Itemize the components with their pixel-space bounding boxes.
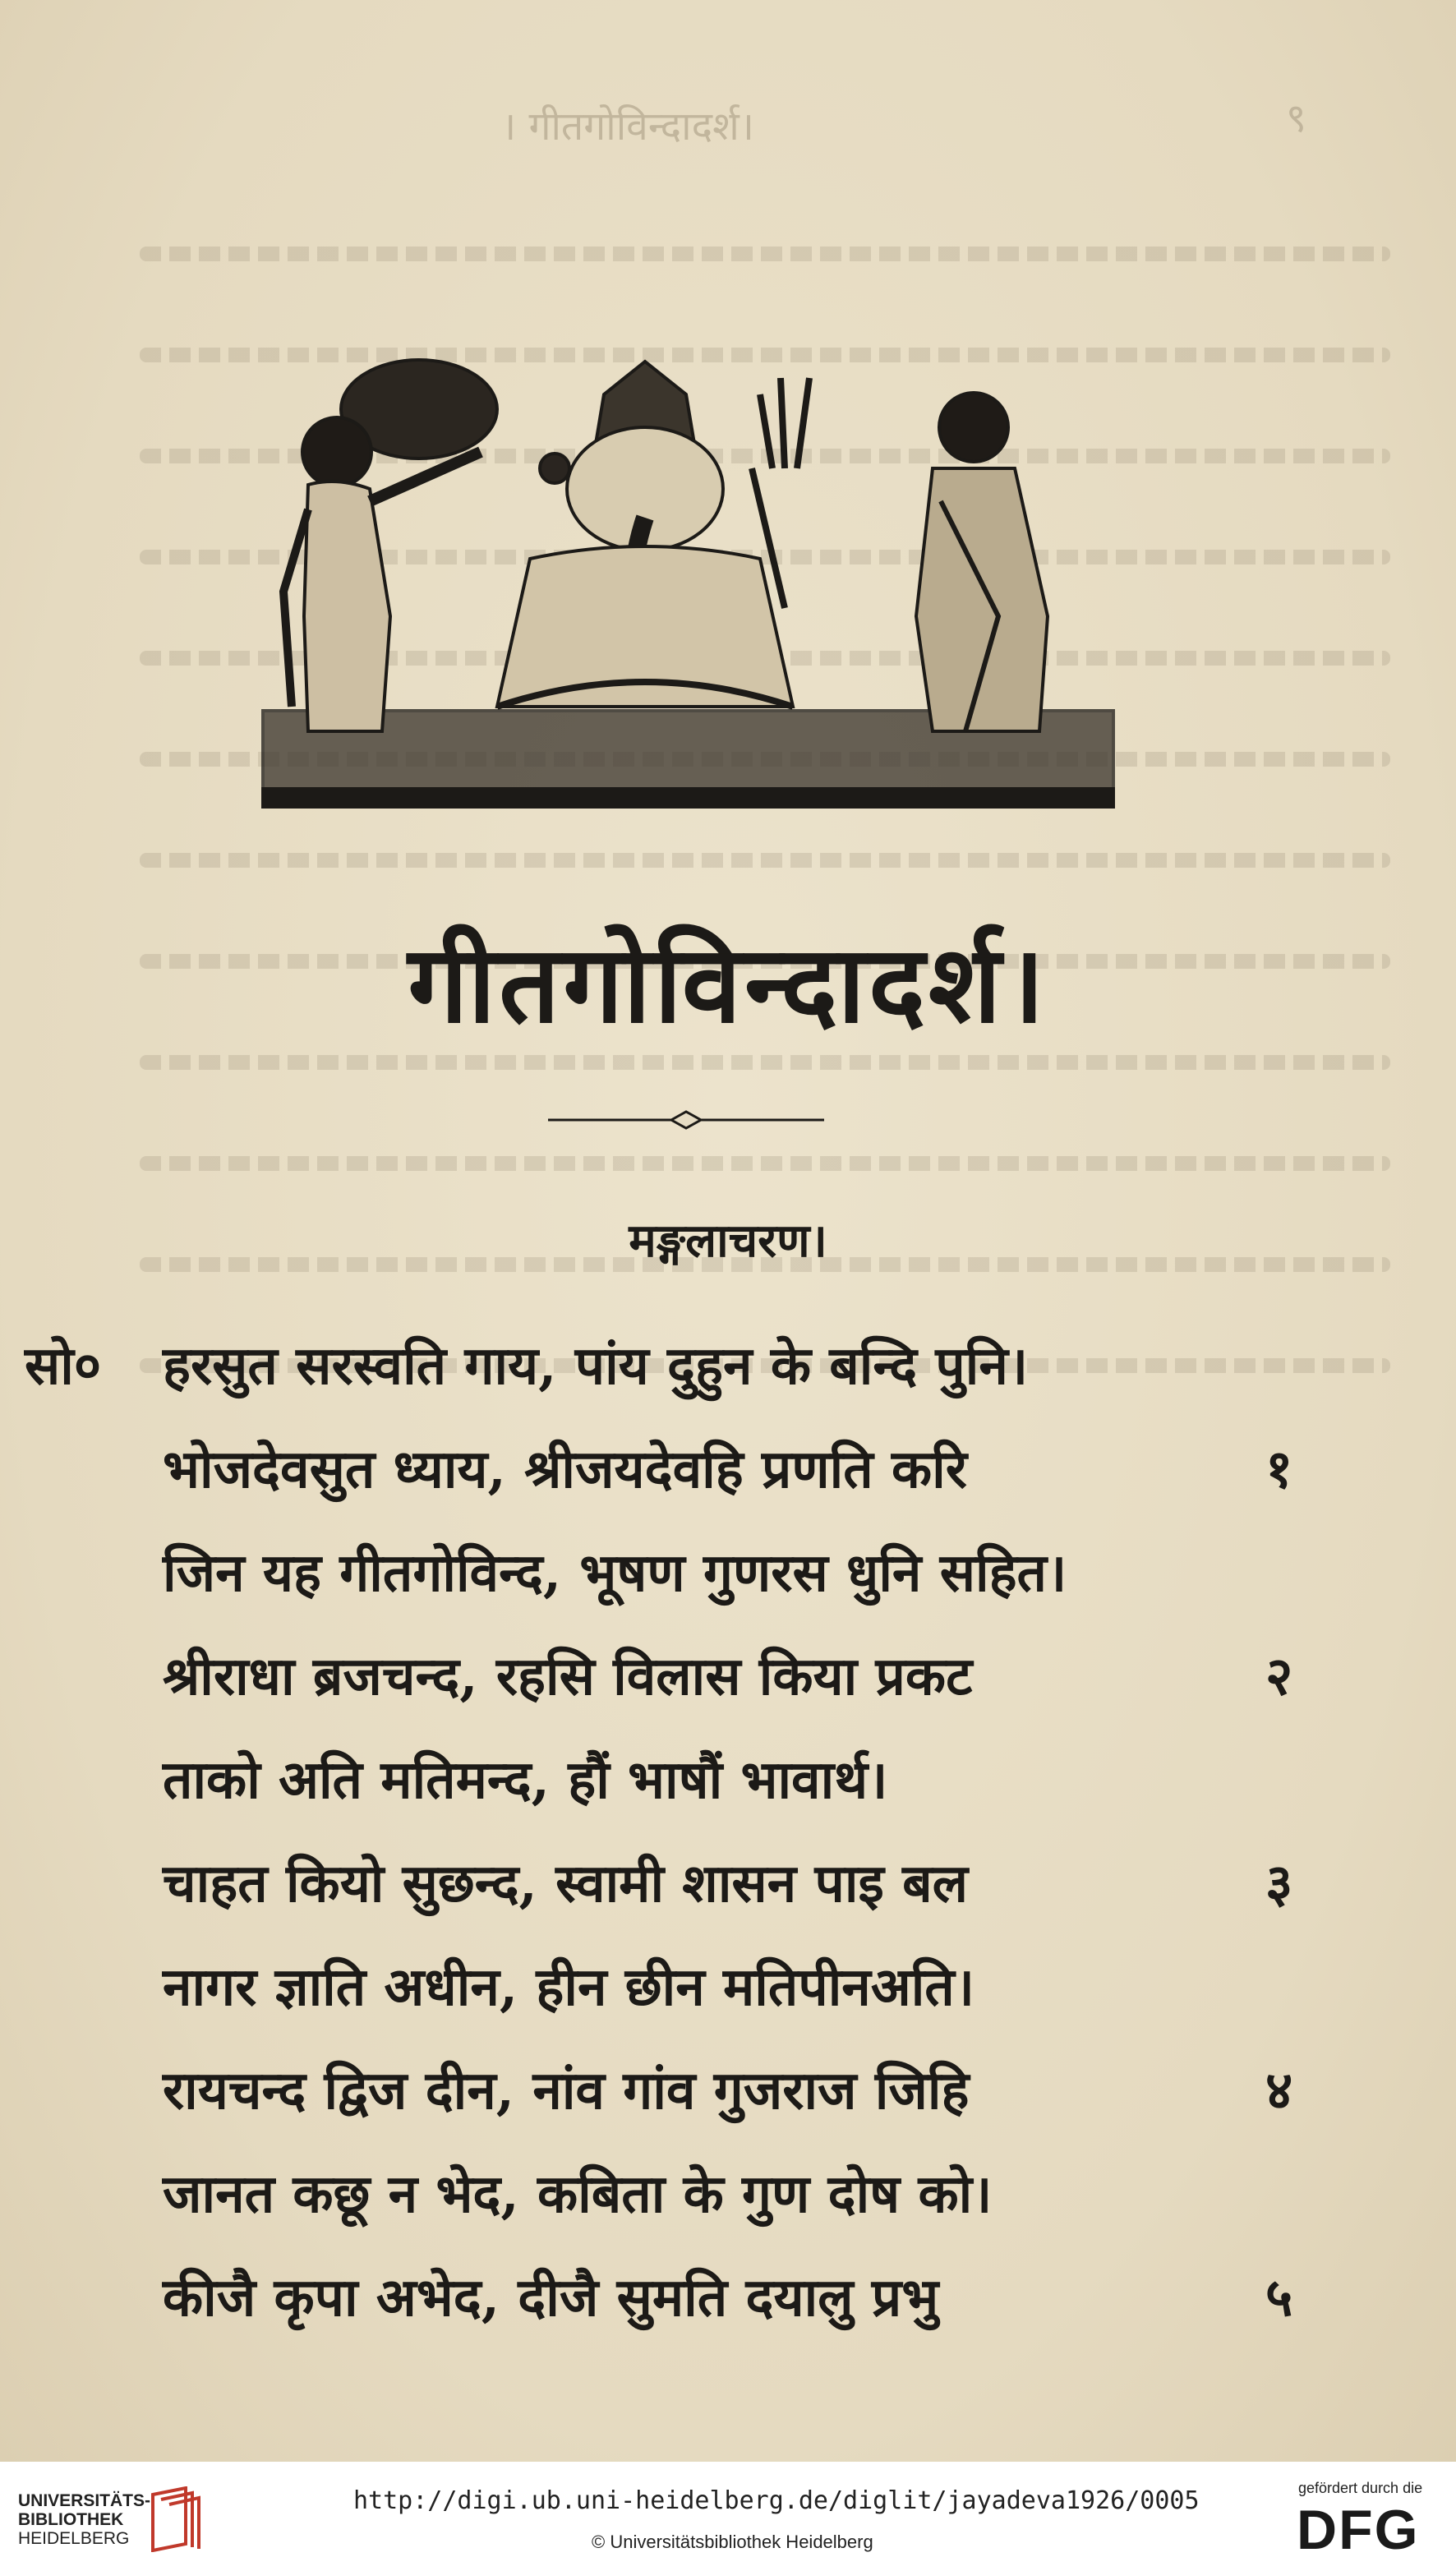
library-emblem-icon (145, 2486, 202, 2552)
ganesha-illustration (259, 345, 1117, 813)
verse-text: श्रीराधा ब्रजचन्द, रहसि विलास किया प्रकट (163, 1646, 973, 1707)
verse-text: जिन यह गीतगोविन्द, भूषण गुणरस धुनि सहित। (163, 1542, 1067, 1604)
verse-text: रायचन्द द्विज दीन, नांव गांव गुजराज जिहि (163, 2060, 970, 2122)
verse-line (25, 2143, 1306, 2246)
verse-line (25, 1418, 1306, 1522)
verse-text: चाहत कियो सुछन्द, स्वामी शासन पाइ बल (163, 1853, 969, 1914)
digitization-footer (0, 2462, 1456, 2571)
verse-text: नागर ज्ञाति अधीन, हीन छीन मतिपीनअति। (163, 1956, 975, 2018)
copyright-notice: © Universitätsbibliothek Heidelberg (592, 2532, 873, 2552)
verse-number: ४ (1265, 2060, 1293, 2122)
ornamental-rule (548, 1108, 824, 1132)
verse-label: सो० (25, 1335, 102, 1397)
verse-line (25, 1936, 1306, 2039)
running-header (0, 90, 1456, 148)
verse-block (25, 1315, 1306, 2350)
running-title: । गीतगोविन्दादर्श। (501, 104, 754, 150)
book-title: गीतगोविन्दादर्श। (408, 921, 1048, 1047)
verse-line (25, 1832, 1306, 1936)
verse-number: २ (1265, 1646, 1293, 1707)
verse-text: ताको अति मतिमन्द, हौं भाषौं भावार्थ। (163, 1749, 888, 1811)
verse-line (25, 2246, 1306, 2350)
verse-text: भोजदेवसुत ध्याय, श्रीजयदेवहि प्रणति करि (163, 1439, 967, 1500)
verse-line (25, 1522, 1306, 1625)
verse-line (25, 1625, 1306, 1729)
funding-caption: gefördert durch die (1298, 2480, 1423, 2496)
verse-text: कीजै कृपा अभेद, दीजै सुमति दयालु प्रभु (163, 2267, 939, 2329)
verse-text: हरसुत सरस्वति गाय, पांय दुहुन के बन्दि पुनि। (163, 1335, 1029, 1397)
verse-number: १ (1265, 1439, 1293, 1500)
dfg-logo: DFG (1297, 2499, 1420, 2561)
source-url-link[interactable]: http://digi.ub.uni-heidelberg.de/diglit/jayadeva1926/0005 (353, 2486, 1200, 2515)
verse-line (25, 1315, 1306, 1418)
page-number: ९ (1286, 95, 1306, 141)
verse-number: ३ (1265, 1853, 1293, 1914)
verse-text: जानत कछू न भेद, कबिता के गुण दोष को। (163, 2163, 993, 2225)
library-logo: UNIVERSITÄTS- BIBLIOTHEK HEIDELBERG (18, 2491, 151, 2548)
verse-number: ५ (1265, 2267, 1293, 2329)
verse-line (25, 1729, 1306, 1832)
section-heading: मङ्गलाचरण। (629, 1214, 827, 1268)
verse-line (25, 2039, 1306, 2143)
